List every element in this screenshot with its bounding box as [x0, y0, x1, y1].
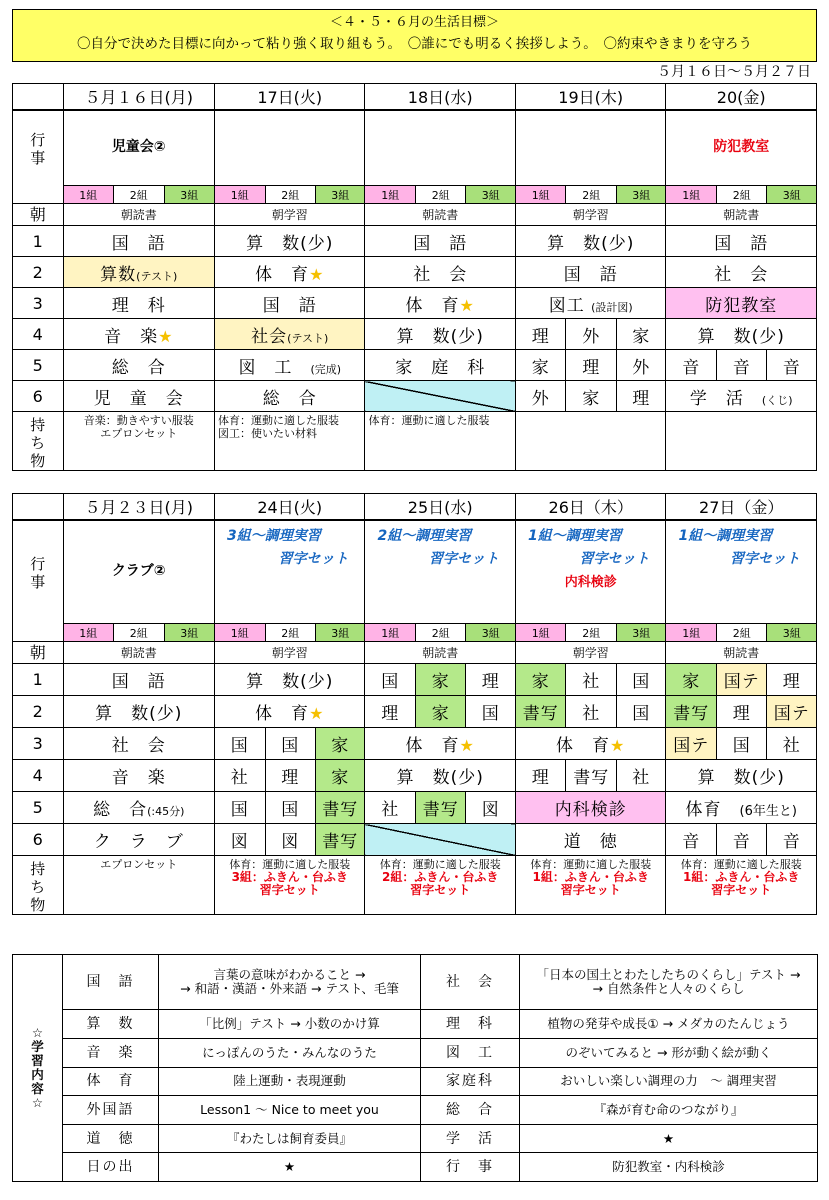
day-header: 25日(水) [365, 494, 515, 520]
subject-cell: 社 [767, 728, 817, 760]
learning-row [13, 1096, 818, 1125]
group-1: 1組 [515, 186, 566, 204]
learning-content: 植物の発芽や成長① → メダカのたんじょう [520, 1010, 818, 1039]
group-1: 1組 [666, 624, 717, 642]
learning-content: 「日本の国土とわたしたちのくらし」テスト → → 自然条件と人々のくらし [520, 955, 818, 1010]
event-cell: 防犯教室 [713, 139, 770, 156]
subject-cell: 家 [316, 760, 365, 792]
learning-content: のぞいてみると → 形が動く絵が動く [520, 1038, 818, 1067]
star-icon: ★ [309, 704, 325, 723]
group-1: 1組 [63, 624, 114, 642]
subject-cell: 理 [515, 319, 566, 350]
group-1: 1組 [215, 624, 266, 642]
asa-label: 朝 [13, 642, 64, 664]
subject-cell: 算 数(少) [365, 319, 515, 350]
learning-row [13, 1124, 818, 1153]
subject-cell: 音 [716, 824, 767, 856]
subject-name: 道 徳 [63, 1124, 159, 1153]
bring-cell: 体育：運動に適した服装 2組：ふきん・台ふき 習字セット [365, 856, 515, 915]
day-header: 26日（木） [515, 494, 666, 520]
bring-cell: エプロンセット [63, 856, 215, 915]
star-icon: ★ [459, 295, 475, 315]
subject-cell: 算 数(少) [215, 226, 365, 257]
star-icon: ★ [610, 736, 626, 755]
group-2: 2組 [716, 624, 767, 642]
subject-name: 国 語 [63, 955, 159, 1010]
corner-cell [13, 494, 64, 520]
period-4-label: 4 [13, 319, 64, 350]
event-cell: 1組～調理実習 習字セット [666, 520, 817, 624]
subject-cell: 社 [616, 760, 666, 792]
subject-name: 行 事 [421, 1153, 520, 1182]
learning-content-table [12, 954, 818, 1182]
subject-cell: 内科検診 [515, 792, 666, 824]
group-3: 3組 [767, 186, 817, 204]
subject-name: 図 工 [421, 1038, 520, 1067]
subject-cell: 図 [265, 824, 316, 856]
learning-content: にっぽんのうた・みんなのうた [159, 1038, 421, 1067]
day-header: 17日(火) [215, 84, 365, 110]
learning-content: 『わたしは飼育委員』 [159, 1124, 421, 1153]
subject-cell: 国 [265, 728, 316, 760]
subject-cell: 音 楽★ [63, 319, 215, 350]
subject-cell: 社 [566, 664, 617, 696]
subject-cell: 家 [415, 664, 466, 696]
group-3: 3組 [316, 186, 365, 204]
subject-cell: 算 数(少) [515, 226, 665, 257]
asa-cell: 朝学習 [515, 642, 666, 664]
subject-cell: 理 [466, 664, 515, 696]
subject-cell: 算 数(少) [365, 760, 515, 792]
subject-cell: 図 工 (完成) [215, 350, 365, 381]
subject-cell: 図 [215, 824, 266, 856]
asa-cell: 朝読書 [63, 204, 215, 226]
subject-cell: 算 数(少) [666, 319, 817, 350]
subject-cell: 理 科 [63, 288, 215, 319]
subject-cell: 国 語 [215, 288, 365, 319]
learning-content: Lesson1 ～ Nice to meet you [159, 1096, 421, 1125]
subject-cell: 家 [515, 664, 566, 696]
group-3: 3組 [164, 186, 215, 204]
subject-cell: 国 [466, 696, 515, 728]
learning-row [13, 1010, 818, 1039]
group-1: 1組 [215, 186, 266, 204]
period-5-label: 5 [13, 350, 64, 381]
subject-cell: 家 [566, 381, 617, 412]
subject-cell: 国 語 [365, 226, 515, 257]
subject-cell: 図工 (設計図) [515, 288, 665, 319]
empty-diagonal-cell [365, 824, 515, 856]
group-2: 2組 [566, 624, 617, 642]
subject-cell: 音 [666, 824, 717, 856]
group-2: 2組 [415, 186, 466, 204]
group-2: 2組 [114, 624, 165, 642]
learning-content: 『森が育む命のつながり』 [520, 1096, 818, 1125]
group-2: 2組 [265, 186, 316, 204]
bring-cell: 音楽：動きやすい服装 エプロンセット [63, 412, 215, 471]
period-6-label: 6 [13, 824, 64, 856]
group-2: 2組 [114, 186, 165, 204]
group-1: 1組 [515, 624, 566, 642]
bring-cell: 体育：運動に適した服装 [365, 412, 515, 471]
goals-title: ＜４・５・６月の生活目標＞ [329, 15, 499, 30]
subject-cell: 外 [566, 319, 617, 350]
subject-cell: 家 [515, 350, 566, 381]
subject-cell: 社 [215, 760, 266, 792]
subject-cell: 体 育★ [365, 288, 515, 319]
event-cell: クラブ② [63, 520, 215, 624]
goals-line: 〇自分で決めた目標に向かって粘り強く取り組もう。 〇誰にでも明るく挨拶しよう。 〇約束やきまりを守ろう [77, 36, 752, 52]
period-3-label: 3 [13, 288, 64, 319]
period-5-label: 5 [13, 792, 64, 824]
day-header: ５月１６日(月) [63, 84, 215, 110]
asa-cell: 朝学習 [215, 204, 365, 226]
event-cell [215, 110, 365, 186]
subject-cell: 理 [616, 381, 665, 412]
group-2: 2組 [566, 186, 617, 204]
asa-cell: 朝読書 [365, 204, 515, 226]
subject-cell: 音 [767, 824, 817, 856]
subject-cell: 理 [365, 696, 416, 728]
subject-cell: 国 [265, 792, 316, 824]
subject-cell: 国 語 [666, 226, 817, 257]
group-3: 3組 [466, 624, 515, 642]
asa-cell: 朝学習 [515, 204, 665, 226]
asa-cell: 朝読書 [666, 642, 817, 664]
learning-side-label: ☆学習内容☆ [13, 955, 63, 1182]
day-header: 18日(水) [365, 84, 515, 110]
subject-cell: 国テ [767, 696, 817, 728]
bring-cell: 体育：運動に適した服装 3組：ふきん・台ふき 習字セット [215, 856, 365, 915]
subject-cell: 防犯教室 [666, 288, 817, 319]
subject-cell: 家 [316, 728, 365, 760]
subject-cell: 理 [515, 760, 566, 792]
subject-cell: 国 [215, 728, 266, 760]
subject-name: 家庭科 [421, 1067, 520, 1096]
subject-cell: 外 [616, 350, 665, 381]
subject-cell: 書写 [666, 696, 717, 728]
group-2: 2組 [265, 624, 316, 642]
event-label: 行事 [13, 110, 64, 204]
group-3: 3組 [466, 186, 515, 204]
day-header: ５月２３日(月) [63, 494, 215, 520]
learning-content: ★ [159, 1153, 421, 1182]
group-1: 1組 [365, 186, 416, 204]
subject-cell: 国 [716, 728, 767, 760]
period-label: ５月１６日～５月２７日 [657, 64, 811, 80]
group-3: 3組 [767, 624, 817, 642]
subject-cell: 社 会 [666, 257, 817, 288]
day-header: 19日(木) [515, 84, 665, 110]
bring-cell: 体育：運動に適した服装 1組：ふきん・台ふき 習字セット [666, 856, 817, 915]
subject-cell: 国 [616, 664, 666, 696]
subject-cell: 算 数(少) [63, 696, 215, 728]
subject-cell: 社 会 [365, 257, 515, 288]
subject-name: 学 活 [421, 1124, 520, 1153]
subject-cell: 音 [767, 350, 817, 381]
subject-cell: 国 語 [63, 226, 215, 257]
subject-name: 総 合 [421, 1096, 520, 1125]
period-4-label: 4 [13, 760, 64, 792]
subject-cell: 図 [466, 792, 515, 824]
learning-content: おいしい楽しい調理の力 ～ 調理実習 [520, 1067, 818, 1096]
subject-cell: 家 庭 科 [365, 350, 515, 381]
subject-cell: 総 合(:45分) [63, 792, 215, 824]
bring-cell: 体育：運動に適した服装 図工：使いたい材料 [215, 412, 365, 471]
subject-name: 外国語 [63, 1096, 159, 1125]
subject-name: 社 会 [421, 955, 520, 1010]
subject-name: 算 数 [63, 1010, 159, 1039]
subject-cell: 学 活 (くじ) [666, 381, 817, 412]
subject-cell: 書写 [316, 792, 365, 824]
week2-schedule-table [12, 493, 817, 915]
subject-name: 音 楽 [63, 1038, 159, 1067]
subject-cell: 音 [666, 350, 717, 381]
subject-cell: 体 育★ [365, 728, 515, 760]
bring-label: 持ち物 [13, 856, 64, 915]
subject-cell: 算 数(少) [666, 760, 817, 792]
group-2: 2組 [415, 624, 466, 642]
group-1: 1組 [63, 186, 114, 204]
star-icon: ★ [158, 326, 174, 346]
subject-name: 理 科 [421, 1010, 520, 1039]
period-6-label: 6 [13, 381, 64, 412]
subject-cell: 理 [566, 350, 617, 381]
bring-label: 持ち物 [13, 412, 64, 471]
learning-content: 言葉の意味がわかること → → 和語・漢語・外来語 → テスト、毛筆 [159, 955, 421, 1010]
group-3: 3組 [616, 624, 666, 642]
subject-cell: 体 育★ [215, 257, 365, 288]
learning-row [13, 1067, 818, 1096]
event-cell: 1組～調理実習 習字セット 内科検診 [515, 520, 666, 624]
star-icon: ★ [309, 264, 325, 284]
group-1: 1組 [666, 186, 717, 204]
period-1-label: 1 [13, 664, 64, 696]
subject-cell: 児 童 会 [63, 381, 215, 412]
period-2-label: 2 [13, 257, 64, 288]
subject-cell: 算 数(少) [215, 664, 365, 696]
group-3: 3組 [164, 624, 215, 642]
subject-name: 体 育 [63, 1067, 159, 1096]
subject-cell: ク ラ ブ [63, 824, 215, 856]
subject-cell: 家 [616, 319, 665, 350]
subject-cell: 社 [566, 696, 617, 728]
event-cell: 3組～調理実習 習字セット [215, 520, 365, 624]
corner-cell [13, 84, 64, 110]
day-header: 20(金) [666, 84, 817, 110]
learning-content: ★ [520, 1124, 818, 1153]
subject-name: 日の出 [63, 1153, 159, 1182]
asa-cell: 朝読書 [63, 642, 215, 664]
subject-cell: 音 [716, 350, 767, 381]
subject-cell: 社 会 [63, 728, 215, 760]
learning-content: 防犯教室・内科検診 [520, 1153, 818, 1182]
subject-cell: 体育 (6年生と) [666, 792, 817, 824]
group-2: 2組 [716, 186, 767, 204]
learning-content: 「比例」テスト → 小数のかけ算 [159, 1010, 421, 1039]
empty-diagonal-cell [365, 381, 515, 412]
bring-cell: 体育：運動に適した服装 1組：ふきん・台ふき 習字セット [515, 856, 666, 915]
subject-cell: 外 [515, 381, 566, 412]
period-1-label: 1 [13, 226, 64, 257]
week1-schedule-table [12, 83, 817, 471]
subject-cell: 社会(テスト) [215, 319, 365, 350]
event-cell: 児童会② [63, 110, 215, 186]
subject-cell: 国 語 [63, 664, 215, 696]
day-header: 27日（金） [666, 494, 817, 520]
subject-cell: 総 合 [63, 350, 215, 381]
day-header: 24日(火) [215, 494, 365, 520]
subject-cell: 道 徳 [515, 824, 666, 856]
event-cell: 2組～調理実習 習字セット [365, 520, 515, 624]
subject-cell: 国 [365, 664, 416, 696]
subject-cell: 国テ [666, 728, 717, 760]
subject-cell: 理 [716, 696, 767, 728]
subject-cell: 国テ [716, 664, 767, 696]
subject-cell: 書写 [415, 792, 466, 824]
subject-cell: 書写 [316, 824, 365, 856]
subject-cell: 理 [767, 664, 817, 696]
subject-cell: 家 [415, 696, 466, 728]
subject-cell: 音 楽 [63, 760, 215, 792]
event-label: 行事 [13, 520, 64, 642]
period-2-label: 2 [13, 696, 64, 728]
event-cell [515, 110, 665, 186]
learning-row [13, 1038, 818, 1067]
subject-cell: 書写 [566, 760, 617, 792]
group-3: 3組 [316, 624, 365, 642]
group-1: 1組 [365, 624, 416, 642]
group-3: 3組 [616, 186, 665, 204]
subject-cell: 家 [666, 664, 717, 696]
subject-cell: 社 [365, 792, 416, 824]
subject-cell: 体 育★ [215, 696, 365, 728]
subject-cell: 総 合 [215, 381, 365, 412]
bring-cell [666, 412, 817, 471]
event-cell [365, 110, 515, 186]
bring-cell [515, 412, 665, 471]
learning-content: 陸上運動・表現運動 [159, 1067, 421, 1096]
subject-cell: 国 [215, 792, 266, 824]
life-goals-banner [12, 9, 817, 62]
subject-cell: 体 育★ [515, 728, 666, 760]
asa-cell: 朝読書 [365, 642, 515, 664]
subject-cell: 国 語 [515, 257, 665, 288]
subject-cell: 国 [616, 696, 666, 728]
subject-cell: 算数(テスト) [63, 257, 215, 288]
subject-cell: 書写 [515, 696, 566, 728]
learning-row [13, 1153, 818, 1182]
asa-cell: 朝読書 [666, 204, 817, 226]
learning-row [13, 955, 818, 1010]
subject-cell: 理 [265, 760, 316, 792]
asa-cell: 朝学習 [215, 642, 365, 664]
period-3-label: 3 [13, 728, 64, 760]
asa-label: 朝 [13, 204, 64, 226]
star-icon: ★ [459, 736, 475, 755]
